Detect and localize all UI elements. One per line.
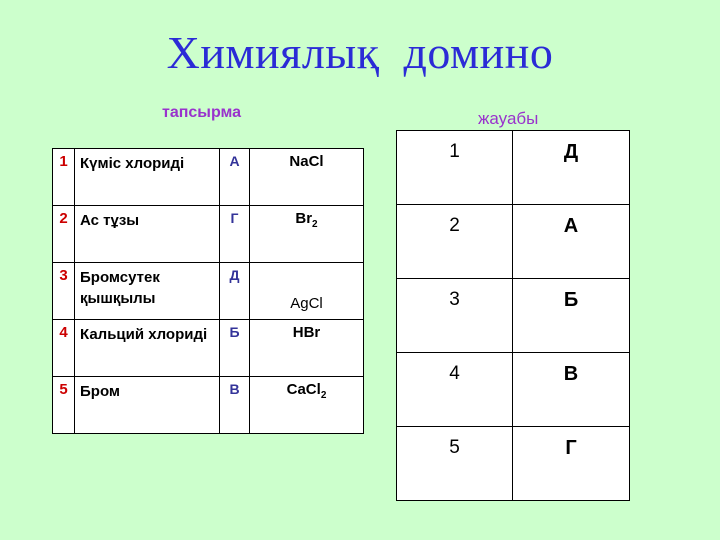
answer-row [397,279,630,353]
answer-letter: В [513,353,630,427]
task-number: 2 [53,206,75,263]
formula-main: HBr [292,324,321,341]
answer-row [397,131,630,205]
task-number: 1 [53,149,75,206]
task-formula [250,377,364,434]
task-row [53,320,364,377]
task-letter: Г [220,206,250,263]
formula-main: Br [295,210,313,227]
answer-number: 1 [397,131,513,205]
task-name: Бром [75,377,220,434]
answer-letter: Г [513,427,630,501]
task-formula [250,206,364,263]
task-row [53,377,364,434]
formula-subscript: 2 [312,219,318,230]
answer-row [397,353,630,427]
answer-number: 4 [397,353,513,427]
task-letter: Б [220,320,250,377]
task-name: Ас тұзы [75,206,220,263]
formula-main: AgCl [290,295,323,312]
answer-table [396,130,630,501]
answer-row [397,427,630,501]
formula-main: NaCl [289,153,324,170]
answer-letter: Д [513,131,630,205]
task-formula [250,320,364,377]
answer-letter: Б [513,279,630,353]
task-number: 4 [53,320,75,377]
task-caption: тапсырма [162,104,242,121]
answer-number: 3 [397,279,513,353]
answer-letter: А [513,205,630,279]
formula-main: CaCl [286,381,321,398]
formula-subscript: 2 [320,390,327,401]
answer-row [397,205,630,279]
task-row [53,263,364,320]
task-letter: Д [220,263,250,320]
task-letter: В [220,377,250,434]
task-letter: А [220,149,250,206]
answer-number: 5 [397,427,513,501]
task-name: Кальций хлориді [75,320,220,377]
task-number: 5 [53,377,75,434]
answer-number: 2 [397,205,513,279]
task-row [53,206,364,263]
task-name: Күміс хлориді [75,149,220,206]
task-number: 3 [53,263,75,320]
task-table [52,148,364,434]
answer-caption: жауабы [478,109,539,128]
task-name: Бромсутек қышқылы [75,263,220,320]
task-row [53,149,364,206]
task-formula [250,149,364,206]
slide-title: Химиялық домино [166,27,554,78]
task-formula [250,263,364,320]
